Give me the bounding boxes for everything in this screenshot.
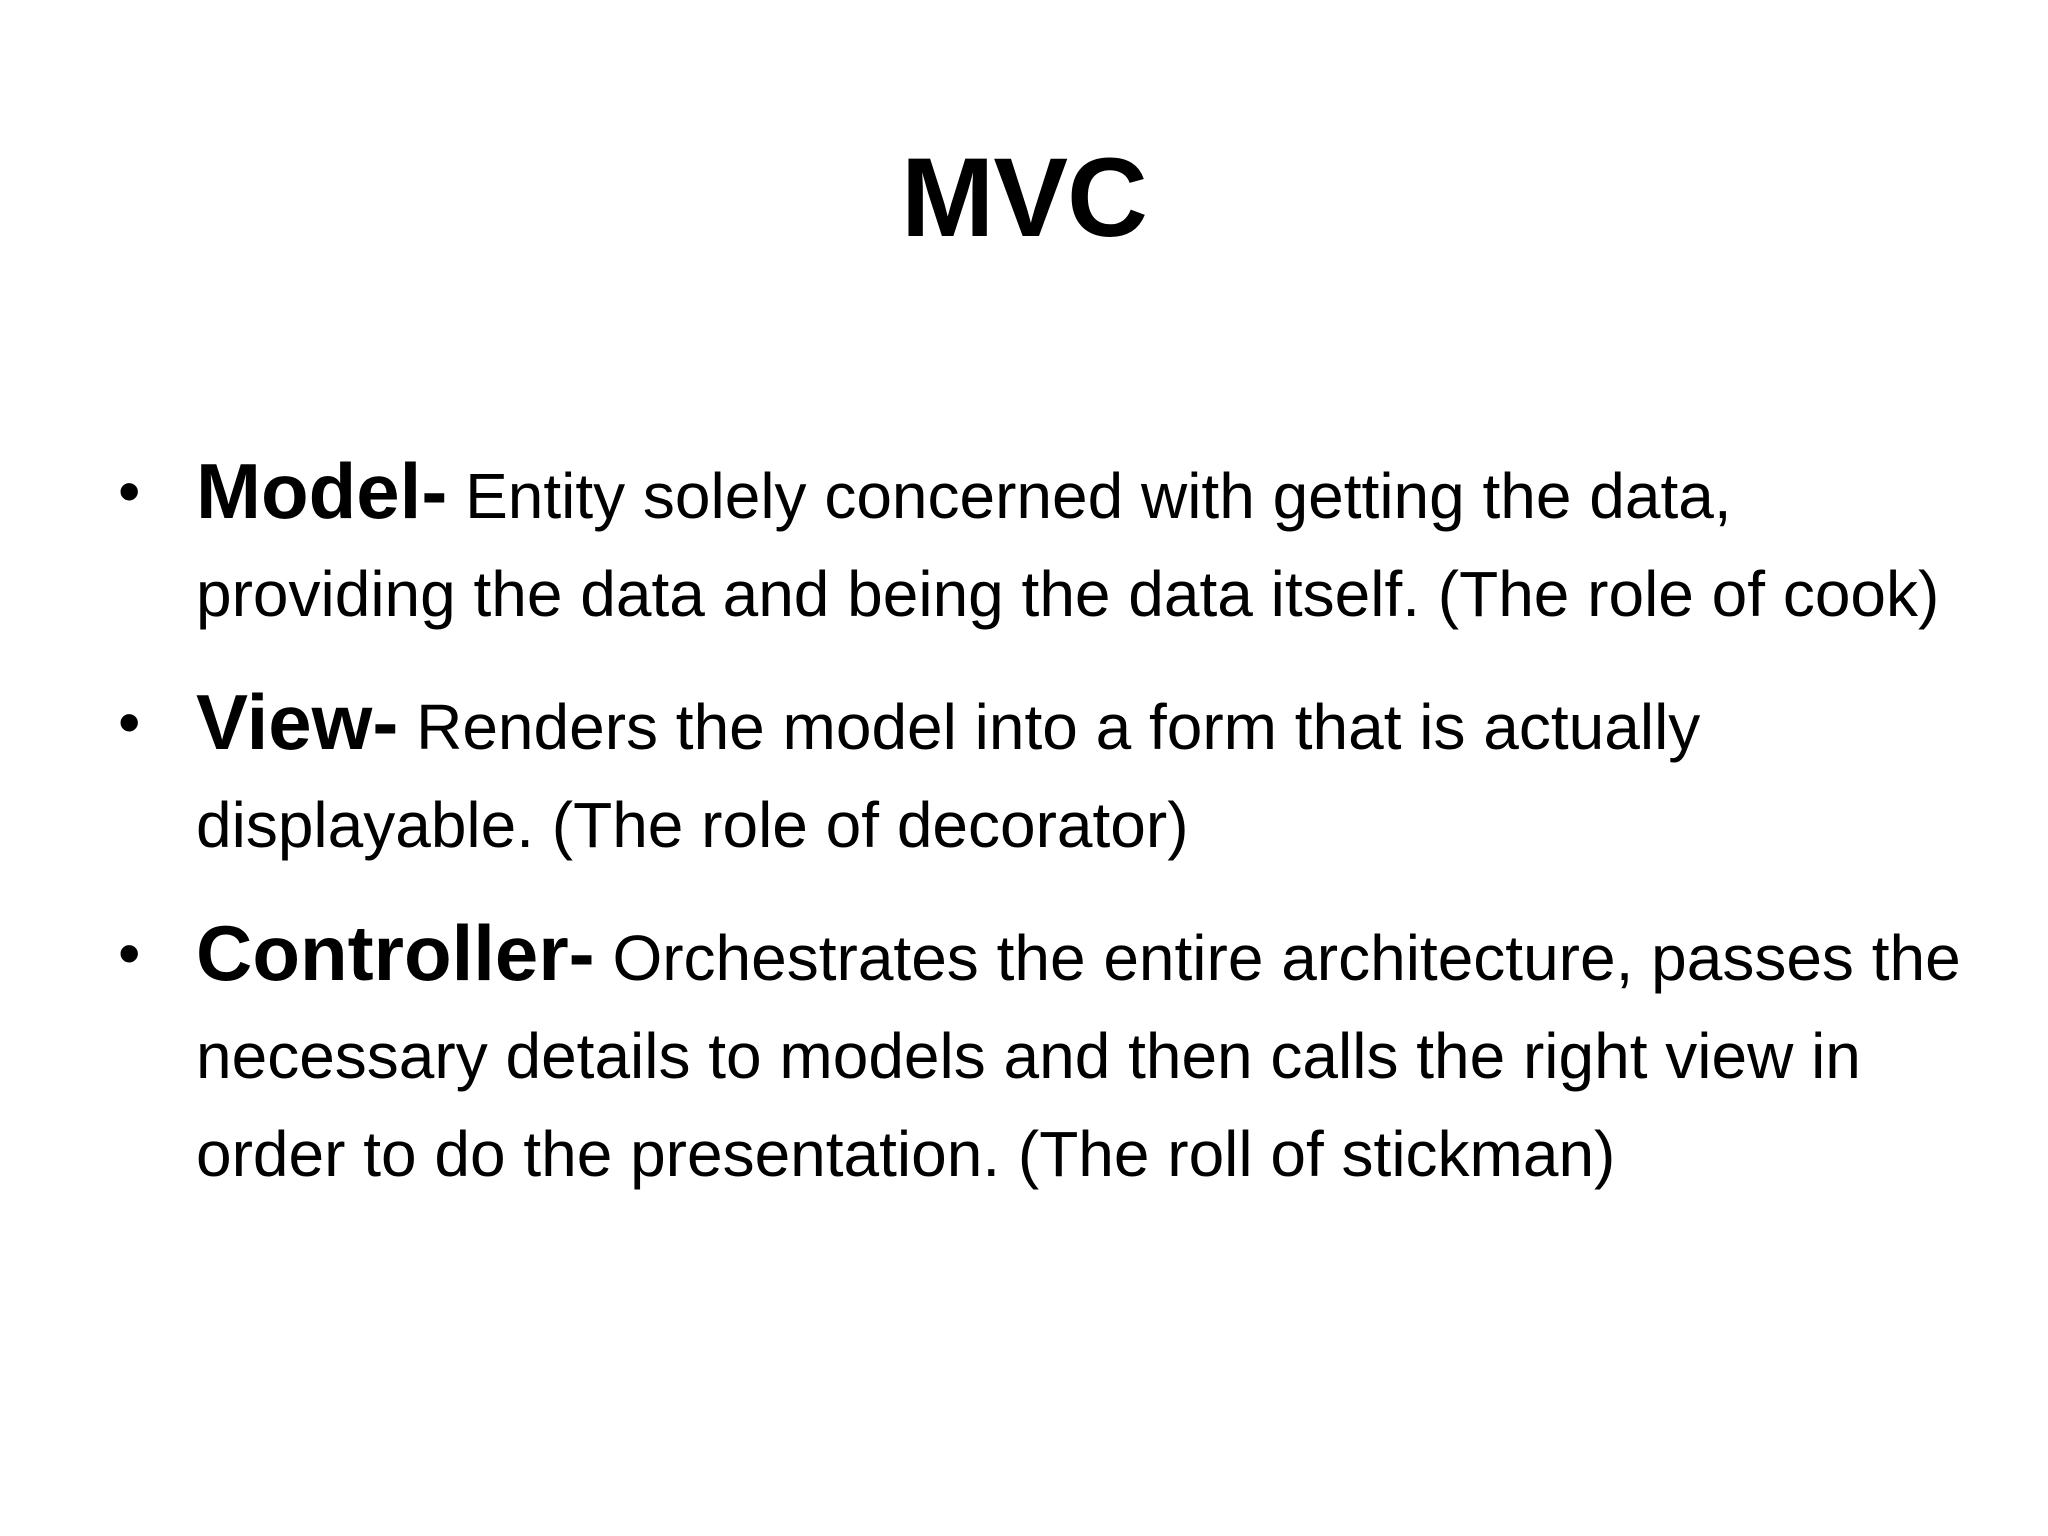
bullet-item-controller [118,904,1978,1203]
bullet-description-controller: Orchestrates the entire architecture, passes the necessary details to models and then calls the right view in order to do the presentation. (The roll of stickman) [196,922,1961,1190]
bullet-term-view: View- [196,678,399,766]
bullet-item-view [118,673,1978,874]
bullet-dot-icon: • [118,455,141,527]
slide-title: MVC [901,135,1147,260]
bullet-list [118,442,1978,1233]
bullet-item-model [118,442,1978,643]
bullet-dot-icon: • [118,686,141,758]
bullet-dot-icon: • [118,917,141,989]
bullet-description-view: Renders the model into a form that is actually displayable. (The role of decorator) [196,691,1701,861]
bullet-term-model: Model- [196,447,448,535]
bullet-term-controller: Controller- [196,909,595,997]
bullet-description-model: Entity solely concerned with getting the data, providing the data and being the data itself. (The role of cook) [196,460,1940,630]
